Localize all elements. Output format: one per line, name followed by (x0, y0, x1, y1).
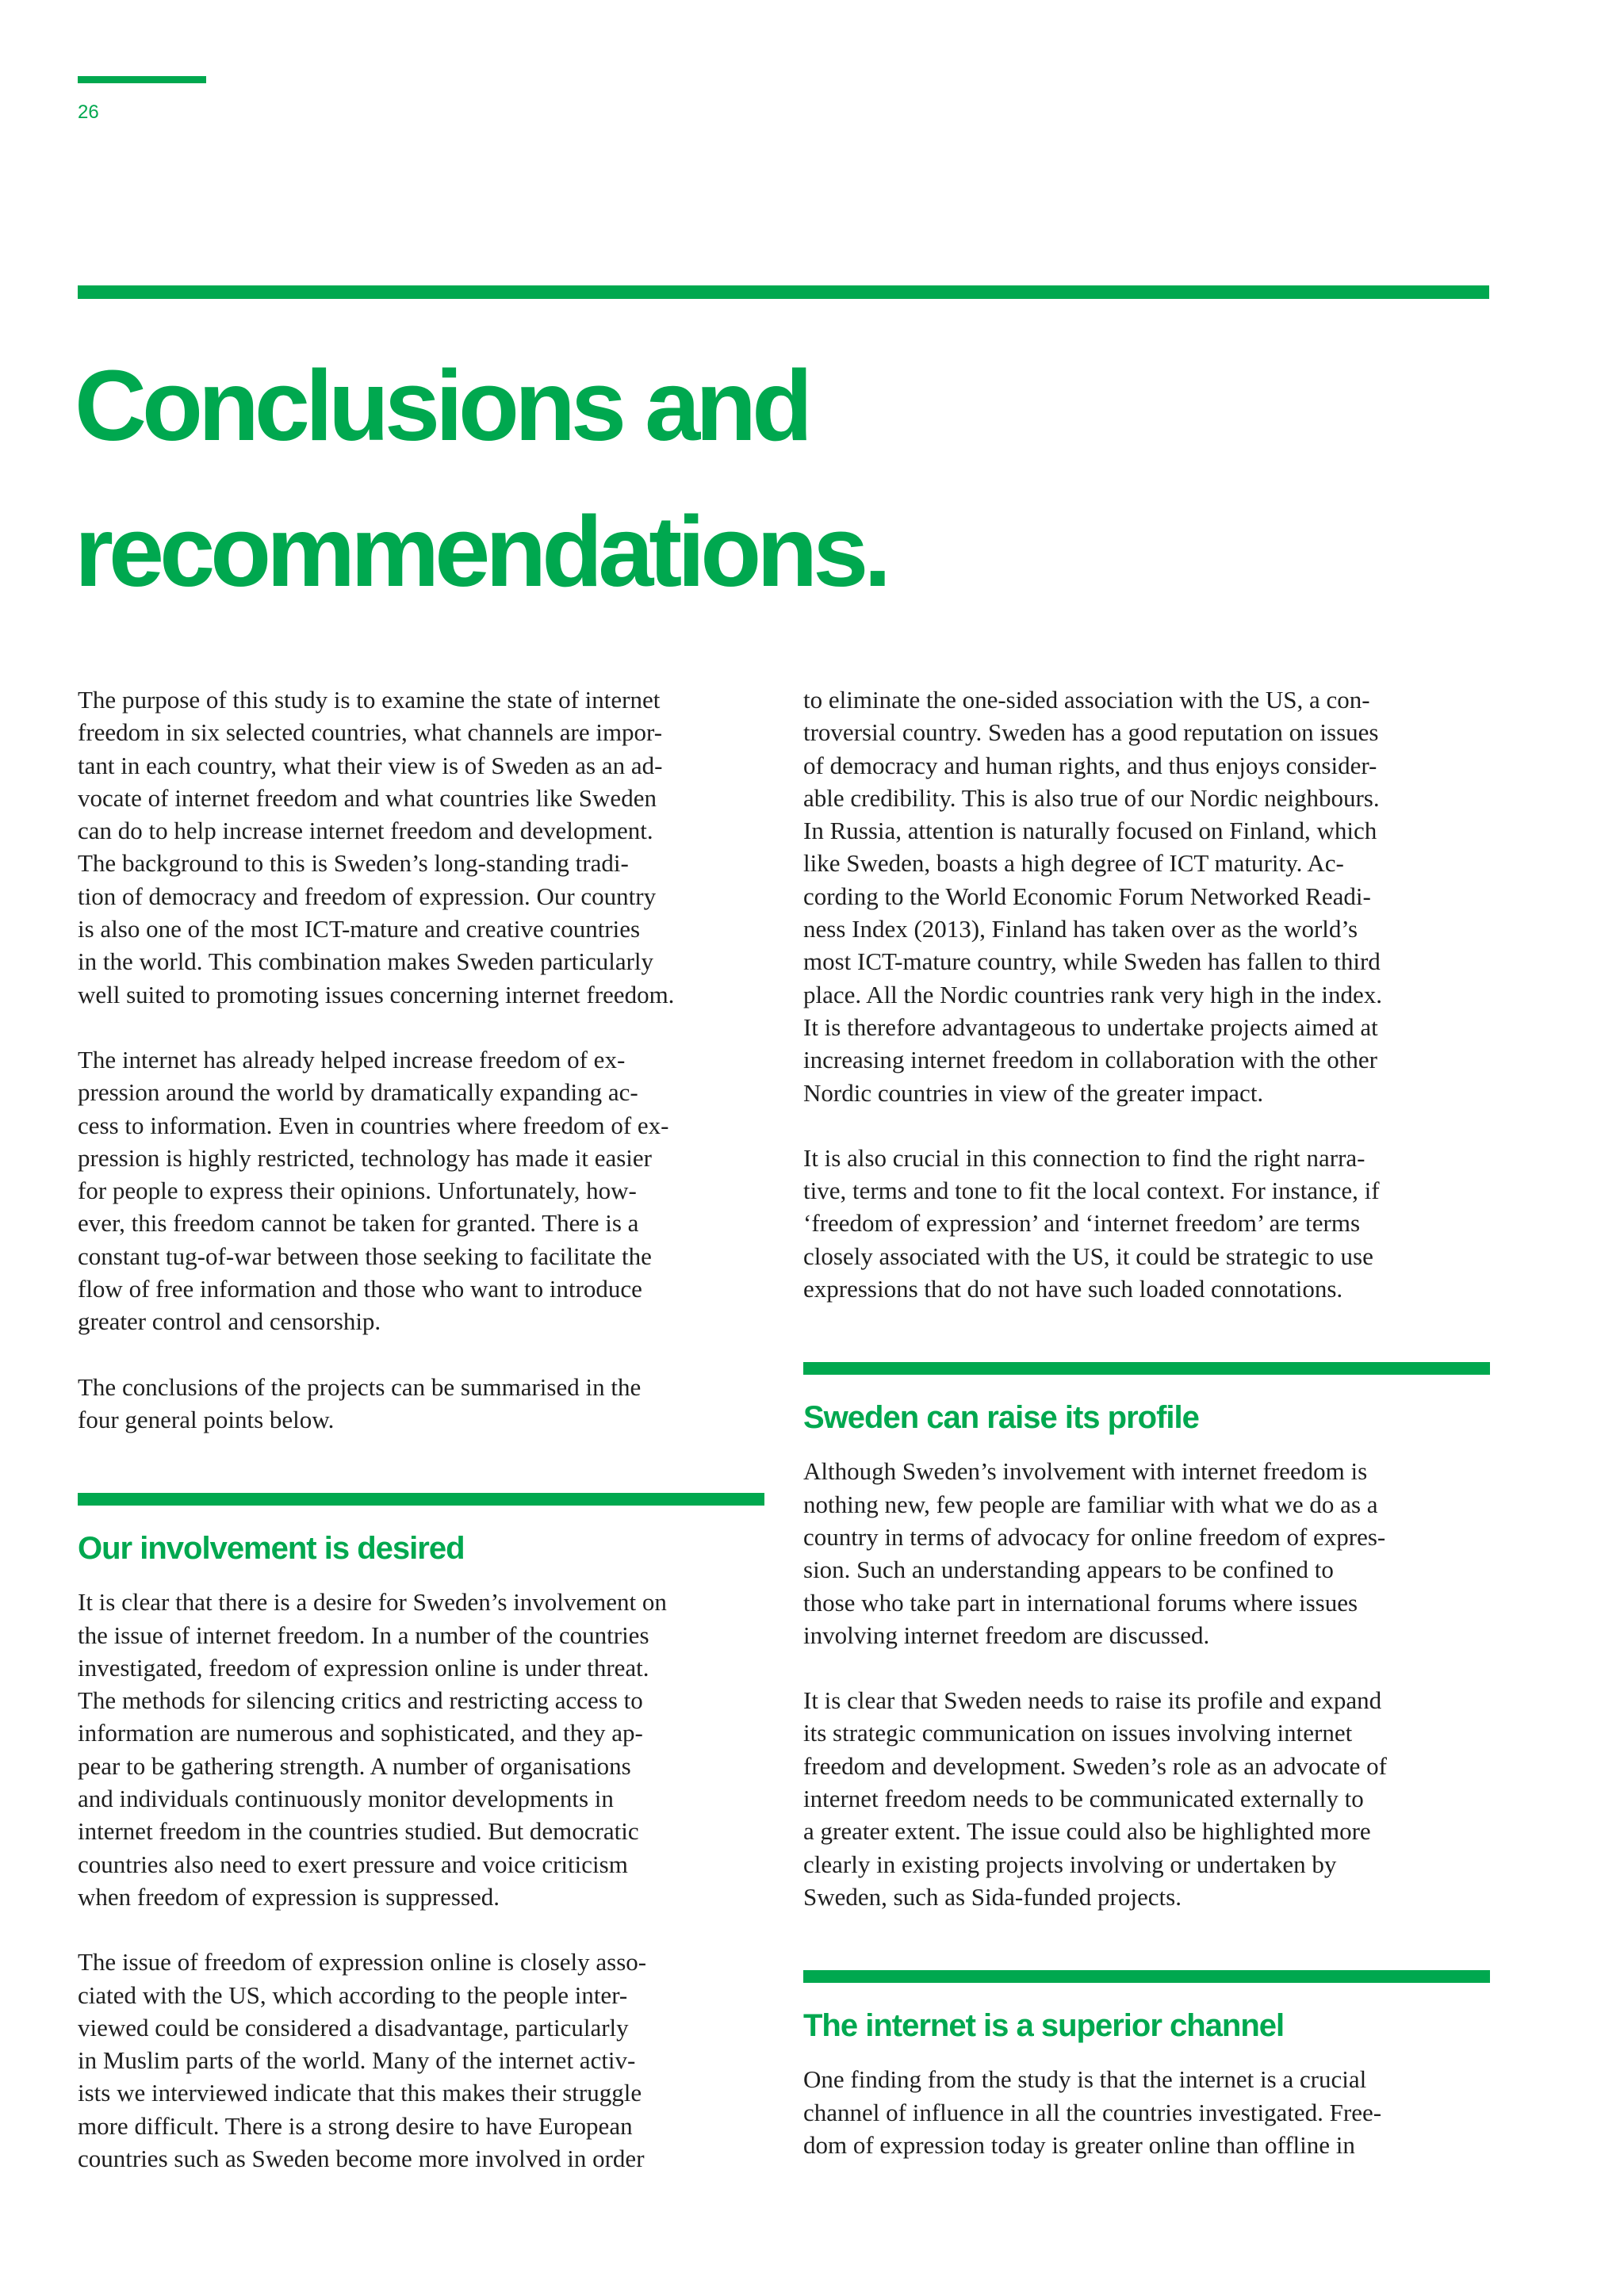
paragraph: The conclusions of the projects can be summarised in the four general points below. (78, 1372, 642, 1433)
paragraph: It is also crucial in this connection to find the right narra- tive, terms and tone to fit the local context. For instance, if ‘freedom of expression’ and ‘internet freedom’ are terms closely associated with the US, it could be strategic to use expressions that do not have such loaded connotations. (803, 1143, 1380, 1303)
section-rule (78, 1493, 764, 1506)
page-number-rule (78, 76, 206, 83)
paragraph: The internet has already helped increase freedom of ex- pression around the world by dramatically expanding ac- cess to information. Even in countries where freedom of ex- pression is highly restricted, technology has made it easier for people to express their opinions. Unfortunately, how- ever, this freedom cannot be taken for granted. There is a constant tug-of-war between those seeking to facilitate the flow of free information and those who want to introduce greater control and censorship. (78, 1045, 669, 1336)
left-column (78, 683, 764, 2175)
paragraph: It is clear that there is a desire for Sweden’s involvement on the issue of internet freedom. In a number of the countries investigated, freedom of expression online is under threat. The methods for silencing critics and restricting access to information are numerous and sophisticated, and they ap- pear to be gathering strength. A number of organisations and individuals continuously monitor developments in internet freedom in the countries studied. But democratic countries also need to exert pressure and voice criticism when freedom of expression is suppressed. (78, 1588, 667, 1911)
paragraph: Although Sweden’s involvement with internet freedom is nothing new, few people are familiar with what we do as a country in terms of advocacy for online freedom of expres- sion. Such an understanding appears to be confined to those who take part in international forums where issues involving internet freedom are discussed. (803, 1457, 1386, 1649)
title-rule (78, 285, 1489, 299)
paragraph: The issue of freedom of expression online is closely asso- ciated with the US, which according to the people inter- viewed could be considered a disadvantage, particularly in Muslim parts of the world. Many of the internet activ- ists we interviewed indicate that this makes their struggle more difficult. There is a strong desire to have European countries such as Sweden become more involved in order (78, 1948, 647, 2172)
right-column (803, 683, 1490, 2161)
section-heading-involvement: Our involvement is desired (78, 1531, 465, 1567)
section-rule (803, 1362, 1490, 1375)
page-number: 26 (78, 101, 99, 123)
paragraph: It is clear that Sweden needs to raise its profile and expand its strategic communication on issues involving internet freedom and development. Sweden’s role as an advocate of internet freedom needs to be communicated externally to a greater extent. The issue could also be highlighted more clearly in existing projects involving or undertaken by Sweden, such as Sida-funded projects. (803, 1686, 1387, 1911)
paragraph: One finding from the study is that the internet is a crucial channel of influence in all the countries investigated. Free- dom of expression today is greater online than offline in (803, 2065, 1382, 2159)
page-title: Conclusions and recommendations. (75, 350, 887, 607)
section-rule (803, 1970, 1490, 1983)
paragraph: The purpose of this study is to examine the state of internet freedom in six selected countries, what channels are impor- tant in each country, what their view is of Sweden as an ad- vocate of internet freedom and what countries like Sweden can do to help increase internet freedom and development. The background to this is Sweden’s long-standing tradi- tion of democracy and freedom of expression. Our country is also one of the most ICT-mature and creative countries in the world. This combination makes Sweden particularly well suited to promoting issues concerning internet freedom. (78, 686, 675, 1008)
section-heading-channel: The internet is a superior channel (803, 2008, 1285, 2044)
paragraph: to eliminate the one-sided association with the US, a con- troversial country. Sweden has a good reputation on issues of democracy and human rights, and thus enjoys consider- able credibility. This is also true of our Nordic neighbours. In Russia, attention is naturally focused on Finland, which like Sweden, boasts a high degree of ICT maturity. Ac- cording to the World Economic Forum Networked Readi- ness Index (2013), Finland has taken over as the world’s most ICT-mature country, while Sweden has fallen to third place. All the Nordic countries rank very high in the index. It is therefore advantageous to undertake projects aimed at increasing internet freedom in collaboration with the other Nordic countries in view of the greater impact. (803, 686, 1383, 1107)
section-heading-profile: Sweden can raise its profile (803, 1400, 1199, 1436)
